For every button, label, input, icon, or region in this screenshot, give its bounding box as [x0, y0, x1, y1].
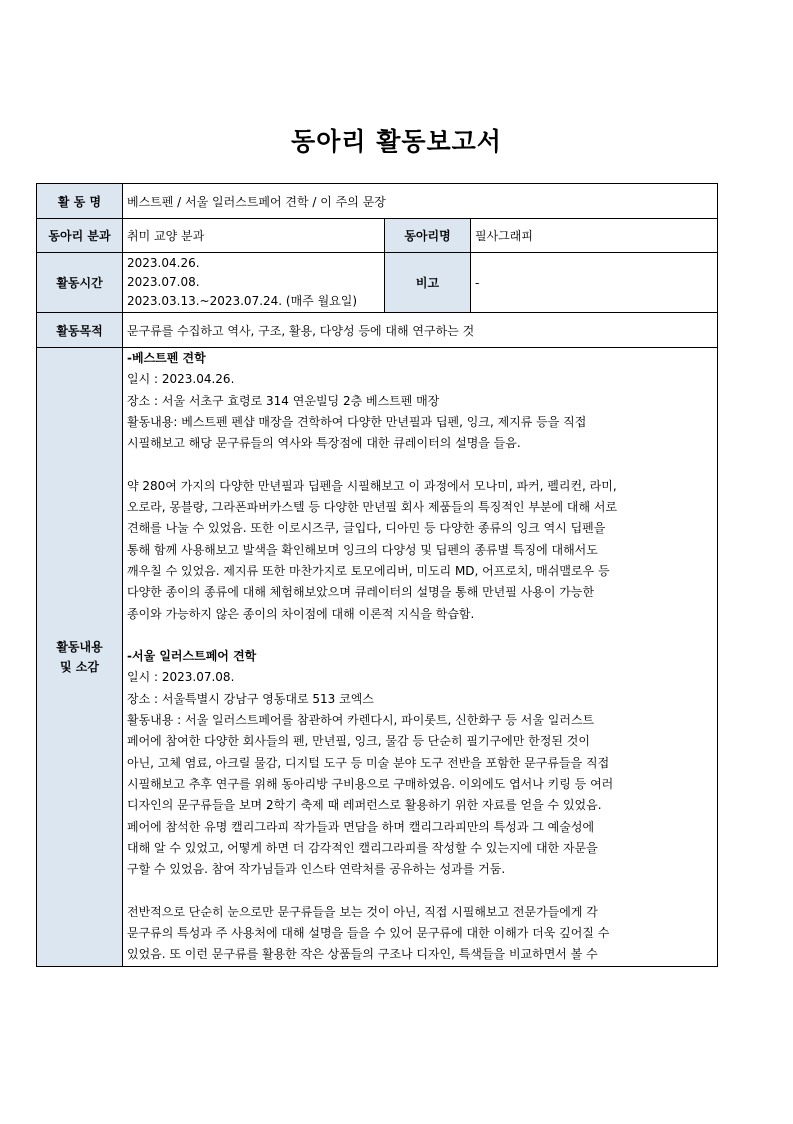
report-table [36, 183, 718, 967]
row-club-info [37, 219, 718, 253]
value-club-name: 필사그래피 [471, 219, 718, 253]
label-remarks: 비고 [385, 253, 471, 313]
section2-detail-line: 디자인의 문구류들을 보며 2학기 축제 때 레퍼런스로 활용하기 위한 자료를 얻을 수 있었음. [127, 798, 602, 813]
section2-detail-line: 페어에 참석한 유명 캘리그라피 작가들과 면담을 하며 캘리그라피만의 특성과 그 예술성에 [127, 819, 595, 834]
summary-line: 문구류의 특성과 주 사용처에 대해 설명을 들을 수 있어 문구류에 대한 이해가 더욱 깊어질 수 [127, 926, 610, 941]
section2-detail-line: 아닌, 고체 염료, 아크릴 물감, 디지털 도구 등 미술 분야 도구 전반을 포함한 문구류들을 직접 [127, 755, 610, 770]
value-activity-dates [123, 253, 385, 313]
section2-detail-line: 대해 알 수 있었고, 어떻게 하면 더 감각적인 캘리그라피를 작성할 수 있는지에 대한 자문을 [127, 840, 598, 855]
activity-date-3: 2023.03.13.~2023.07.24. (매주 월요일) [127, 294, 358, 308]
document-title: 동아리 활동보고서 [291, 127, 502, 156]
section1-detail-line: 오로라, 몽블랑, 그라폰파버카스텔 등 다양한 만년필 회사 제품들의 특징적인 부분에 대해 서로 [127, 500, 618, 515]
section1-desc-line: 활동내용: 베스트펜 펜샵 매장을 견학하여 다양한 만년필과 딥펜, 잉크, 제지류 등을 직접 [127, 414, 587, 429]
row-purpose [37, 313, 718, 348]
row-content [37, 348, 718, 967]
section1-detail-line: 통해 함께 사용해보고 발색을 확인해보며 잉크의 다양성 및 딥펜의 종류별 특징에 대해서도 [127, 542, 598, 557]
label-club-category: 동아리 분과 [37, 219, 123, 253]
section2-detail-line: 페어에 참여한 다양한 회사들의 펜, 만년필, 잉크, 물감 등 단순히 필기구에만 한정된 것이 [127, 734, 590, 749]
section1-date: 일시 : 2023.04.26. [127, 372, 235, 387]
paragraph-gap [127, 454, 713, 475]
section1-detail-line: 깨우칠 수 있었음. 제지류 또한 마찬가지로 토모에리버, 미도리 MD, 어프로치, 매쉬맬로우 등 [127, 563, 610, 578]
value-club-category: 취미 교양 분과 [123, 219, 385, 253]
content-body [123, 348, 718, 967]
section2-heading: -서울 일러스트페어 견학 [127, 649, 257, 664]
label-purpose: 활동목적 [37, 313, 123, 348]
row-activity-time [37, 253, 718, 313]
section2-date: 일시 : 2023.07.08. [127, 670, 235, 685]
section2-place: 장소 : 서울특별시 강남구 영동대로 513 코엑스 [127, 691, 374, 706]
activity-date-1: 2023.04.26. [127, 256, 200, 270]
summary-line: 있었음. 또 이런 문구류를 활용한 작은 상품들의 구조나 디자인, 특색들을 비교하면서 볼 수 [127, 947, 598, 962]
value-remarks: - [471, 253, 718, 313]
section2-detail-line: 구할 수 있었음. 참여 작가님들과 인스타 연락처를 공유하는 성과를 거둠. [127, 862, 506, 877]
summary-line: 전반적으로 단순히 눈으로만 문구류들을 보는 것이 아닌, 직접 시필해보고 전문가들에게 각 [127, 904, 598, 919]
paragraph-gap [127, 880, 713, 901]
label-content-line1: 활동내용 [56, 639, 103, 654]
row-activity-name [37, 184, 718, 219]
value-activity-name: 베스트펜 / 서울 일러스트페어 견학 / 이 주의 문장 [123, 184, 718, 219]
label-club-name: 동아리명 [385, 219, 471, 253]
label-activity-time: 활동시간 [37, 253, 123, 313]
section2-detail-line: 활동내용 : 서울 일러스트페어를 참관하여 카렌다시, 파이롯트, 신한화구 등 서울 일러스트 [127, 713, 595, 728]
section1-detail-line: 종이와 가능하지 않은 종이의 차이점에 대해 이론적 지식을 학습함. [127, 606, 475, 621]
label-content [37, 348, 123, 967]
label-content-line2: 및 소감 [60, 659, 99, 674]
paragraph-gap [127, 625, 713, 646]
value-purpose: 문구류를 수집하고 역사, 구조, 활용, 다양성 등에 대해 연구하는 것 [123, 313, 718, 348]
section1-detail-line: 약 280여 가지의 다양한 만년필과 딥펜을 시필해보고 이 과정에서 모나미, 파커, 펠리컨, 라미, [127, 478, 617, 493]
section1-place: 장소 : 서울 서초구 효령로 314 연운빌딩 2층 베스트펜 매장 [127, 393, 440, 408]
section2-detail-line: 시필해보고 추후 연구를 위해 동아리방 구비용으로 구매하였음. 이외에도 엽서나 키링 등 여러 [127, 776, 614, 791]
label-activity-name: 활 동 명 [37, 184, 123, 219]
activity-date-2: 2023.07.08. [127, 275, 200, 289]
section1-detail-line: 견해를 나눌 수 있었음. 또한 이로시즈쿠, 글입다, 디아민 등 다양한 종류의 잉크 역시 딥펜을 [127, 521, 606, 536]
section1-detail-line: 다양한 종이의 종류에 대해 체험해보았으며 큐레이터의 설명을 통해 만년필 사용이 가능한 [127, 585, 595, 600]
section1-desc-line: 시필해보고 해당 문구류들의 역사와 특장점에 대한 큐레이터의 설명을 들음. [127, 436, 521, 451]
section1-heading: -베스트펜 견학 [127, 351, 206, 365]
